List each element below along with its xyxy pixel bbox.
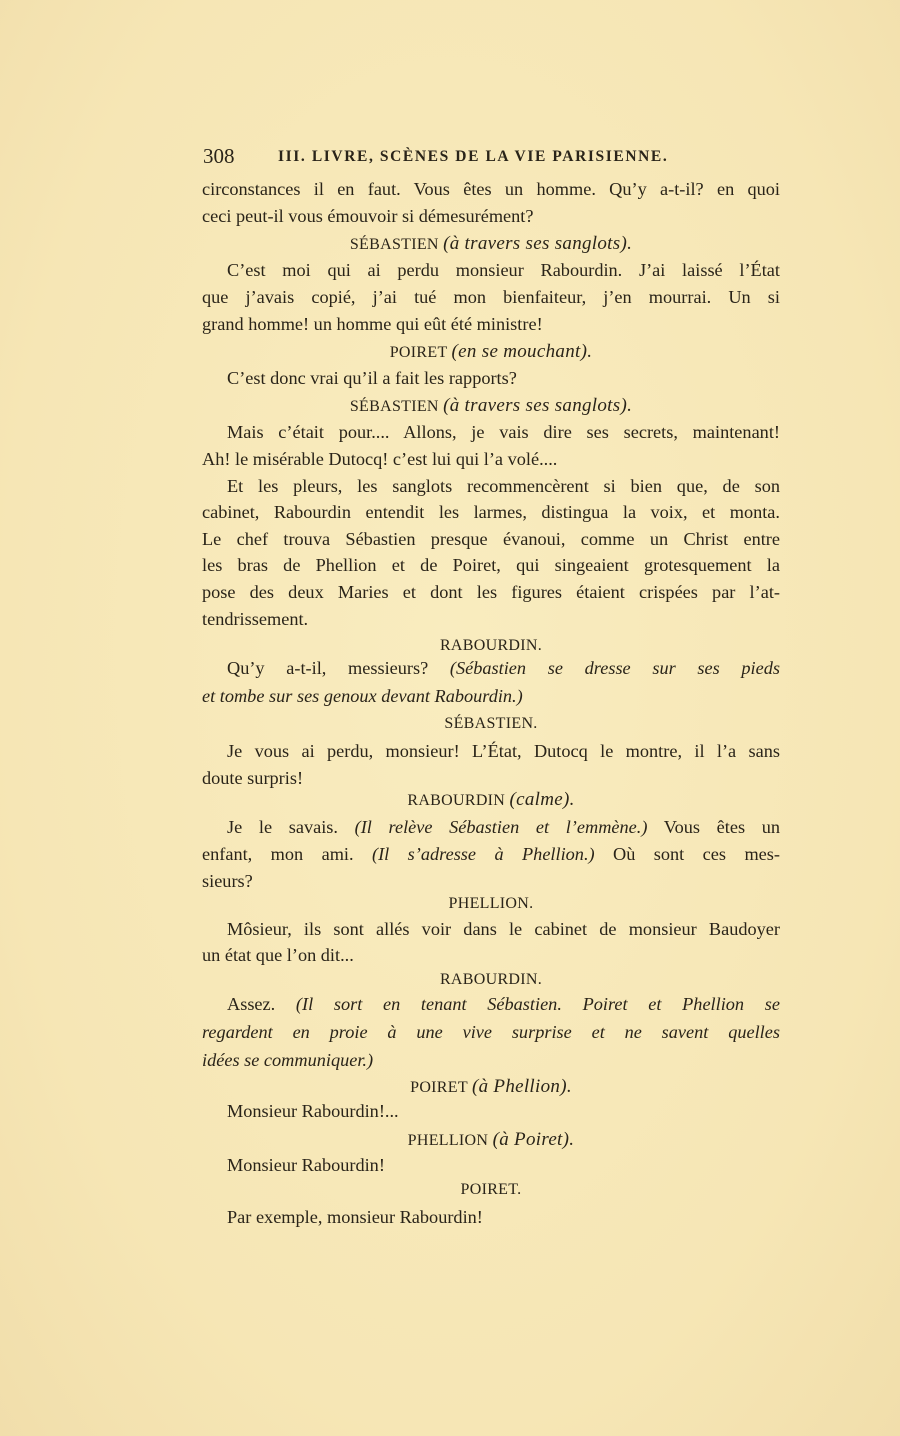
text-run: Monsieur Rabourdin!: [227, 1155, 385, 1175]
text-run: enfant, mon ami.: [202, 844, 372, 864]
paragraph-line: [202, 738, 780, 765]
running-title: III. LIVRE, SCÈNES DE LA VIE PARISIENNE.: [278, 148, 669, 165]
page-header: [203, 144, 783, 172]
text-line: [202, 284, 780, 311]
text-run: Par exemple, monsieur Rabourdin!: [227, 1207, 483, 1227]
speaker-heading: [202, 966, 780, 993]
italic-stage-direction: (calme).: [509, 789, 575, 810]
speaker-heading: [202, 890, 780, 917]
paragraph-line: [202, 916, 780, 943]
paragraph-line: [202, 365, 780, 392]
paragraph-line: [202, 814, 780, 841]
speaker-heading: [202, 1176, 780, 1203]
text-line: [202, 942, 780, 969]
text-run: cabinet, Rabourdin entendit les larmes, distingua la voix, et monta.: [202, 502, 780, 522]
speaker-name: RABOURDIN.: [439, 971, 543, 988]
italic-stage-direction: (en se mouchant).: [451, 341, 593, 362]
text-run: grand homme! un homme qui eût été ministre!: [202, 314, 543, 334]
text-run: Et les pleurs, les sanglots recommencèrent si bien que, de son: [227, 476, 780, 496]
text-run: Je le savais.: [227, 817, 355, 837]
italic-stage-direction: (Sébastien se dresse sur ses pieds: [449, 658, 780, 678]
text-run: circonstances il en faut. Vous êtes un homme. Qu’y a-t-il? en quoi: [202, 179, 780, 199]
italic-stage-direction: (à travers ses sanglots).: [443, 395, 633, 416]
italic-stage-direction: (à Poiret).: [492, 1129, 575, 1150]
italic-stage-direction: (Il s’adresse à Phellion.): [371, 844, 595, 864]
text-run: Qu’y a-t-il, messieurs?: [227, 658, 450, 678]
speaker-name: POIRET.: [460, 1181, 522, 1198]
italic-stage-direction: regardent en proie à une vive surprise et ne savent quelles: [202, 1022, 780, 1042]
text-line: [202, 552, 780, 579]
text-run: Ah! le misérable Dutocq! c’est lui qui l’a volé....: [202, 449, 558, 469]
text-line: [202, 176, 780, 203]
italic-stage-direction: (à Phellion).: [471, 1076, 572, 1097]
text-run: Je vous ai perdu, monsieur! L’État, Dutocq le montre, il l’a sans: [227, 741, 780, 761]
text-run: pose des deux Maries et dont les figures étaient crispées par l’at-: [202, 582, 780, 602]
text-line: [202, 1019, 780, 1046]
text-line: [202, 203, 780, 230]
text-run: Vous êtes un: [647, 817, 780, 837]
text-run: Môsieur, ils sont allés voir dans le cabinet de monsieur Baudoyer: [227, 919, 780, 939]
paragraph-line: [202, 473, 780, 500]
text-line: [202, 446, 780, 473]
text-run: doute surpris!: [202, 768, 304, 788]
speaker-heading: [202, 1073, 780, 1100]
text-line: [202, 526, 780, 553]
text-line: [202, 1047, 780, 1074]
italic-stage-direction: et tombe sur ses genoux devant Rabourdin.): [202, 686, 523, 706]
speaker-name: POIRET: [410, 1079, 472, 1096]
text-run: Mais c’était pour.... Allons, je vais dire ses secrets, maintenant!: [227, 422, 780, 442]
text-run: ceci peut-il vous émouvoir si démesurément?: [202, 206, 534, 226]
text-line: [202, 683, 780, 710]
text-run: C’est moi qui ai perdu monsieur Rabourdin. J’ai laissé l’État: [227, 260, 780, 280]
text-line: [202, 606, 780, 633]
paragraph-line: [202, 257, 780, 284]
speaker-name: SÉBASTIEN: [349, 398, 444, 415]
speaker-name: SÉBASTIEN.: [444, 715, 538, 732]
text-run: Le chef trouva Sébastien presque évanoui, comme un Christ entre: [202, 529, 780, 549]
text-run: Monsieur Rabourdin!...: [227, 1101, 399, 1121]
speaker-name: PHELLION.: [448, 895, 534, 912]
text-run: que j’avais copié, j’ai tué mon bienfaiteur, j’en mourrai. Un si: [202, 287, 780, 307]
text-run: Où sont ces mes-: [594, 844, 780, 864]
text-line: [202, 579, 780, 606]
text-line: [202, 841, 780, 868]
italic-stage-direction: (à travers ses sanglots).: [443, 233, 633, 254]
speaker-heading: [202, 710, 780, 737]
speaker-heading: [202, 392, 780, 419]
speaker-name: POIRET: [389, 344, 452, 361]
paragraph-line: [202, 655, 780, 682]
italic-stage-direction: (Il sort en tenant Sébastien. Poiret et Phellion se: [295, 994, 780, 1014]
speaker-name: RABOURDIN: [407, 792, 510, 809]
italic-stage-direction: (Il relève Sébastien et l’emmène.): [354, 817, 648, 837]
speaker-name: PHELLION: [407, 1132, 493, 1149]
speaker-heading: [202, 1126, 780, 1153]
speaker-heading: [202, 786, 780, 813]
paragraph-line: [202, 991, 780, 1018]
text-run: tendrissement.: [202, 609, 309, 629]
text-run: les bras de Phellion et de Poiret, qui singeaient grotesquement la: [202, 555, 780, 575]
speaker-name: RABOURDIN.: [439, 637, 543, 654]
text-run: C’est donc vrai qu’il a fait les rapports?: [227, 368, 517, 388]
speaker-heading: [202, 338, 780, 365]
paragraph-line: [202, 1098, 780, 1125]
page-number: 308: [203, 144, 235, 168]
paragraph-line: [202, 1152, 780, 1179]
paragraph-line: [202, 1204, 780, 1231]
text-line: [202, 499, 780, 526]
speaker-heading: [202, 230, 780, 257]
text-run: sieurs?: [202, 871, 253, 891]
text-run: un état que l’on dit...: [202, 945, 354, 965]
text-line: [202, 311, 780, 338]
speaker-name: SÉBASTIEN: [349, 236, 444, 253]
paragraph-line: [202, 419, 780, 446]
italic-stage-direction: idées se communiquer.): [202, 1050, 374, 1070]
text-run: Assez.: [227, 994, 296, 1014]
